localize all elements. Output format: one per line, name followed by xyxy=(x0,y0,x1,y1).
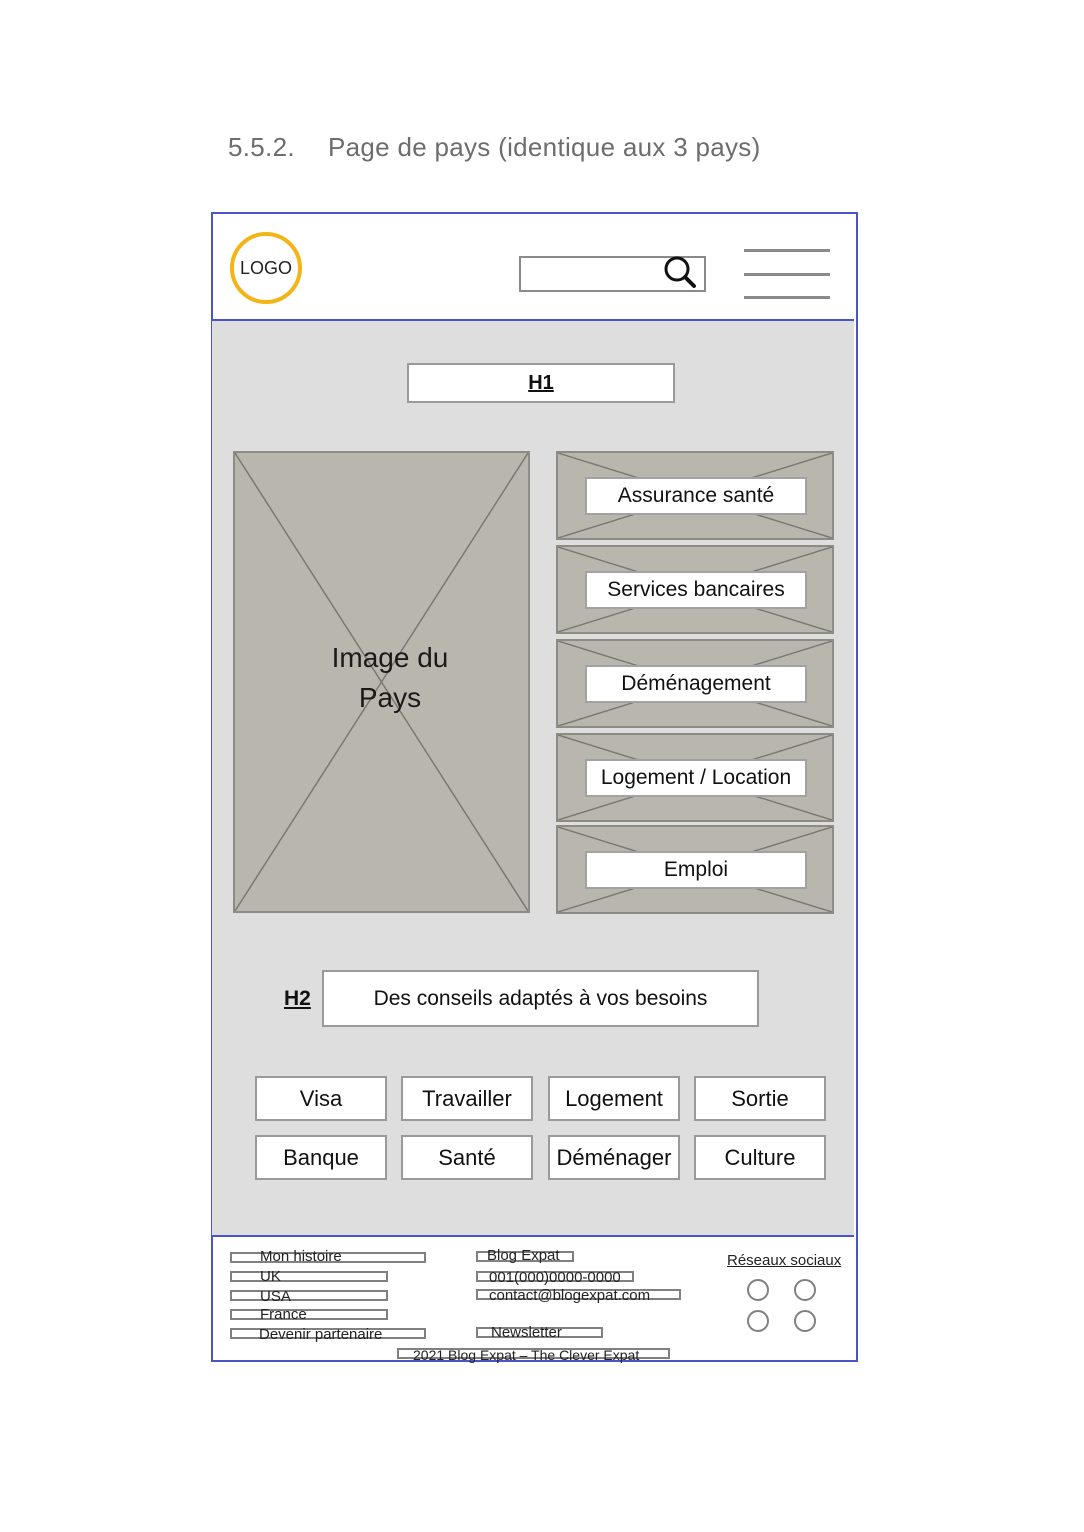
footer-email[interactable]: contact@blogexpat.com xyxy=(489,1287,651,1304)
logo[interactable] xyxy=(230,232,302,304)
search-icon[interactable] xyxy=(660,253,700,293)
footer-link-box xyxy=(230,1271,388,1282)
footer-phone: 001(000)0000-0000 xyxy=(489,1269,621,1286)
tag-button-culture[interactable]: Culture xyxy=(694,1135,826,1180)
tag-button-logement[interactable]: Logement xyxy=(548,1076,680,1121)
footer-link-mon-histoire[interactable]: Mon histoire xyxy=(260,1248,342,1265)
section-heading xyxy=(228,132,761,163)
tag-button-sante[interactable]: Santé xyxy=(401,1135,533,1180)
footer-copyright: 2021 Blog Expat – The Clever Expat xyxy=(413,1347,640,1363)
logo-label: LOGO xyxy=(239,257,292,278)
section-number: 5.5.2. xyxy=(228,132,295,162)
footer-link-france[interactable]: France xyxy=(260,1306,307,1323)
social-icon[interactable] xyxy=(747,1310,769,1332)
category-button-logement-location[interactable]: Logement / Location xyxy=(585,759,807,797)
footer-link-uk[interactable]: UK xyxy=(260,1268,281,1285)
category-button-services-bancaires[interactable]: Services bancaires xyxy=(585,571,807,609)
h2-label: H2 xyxy=(284,987,311,1010)
category-button-demenagement[interactable]: Déménagement xyxy=(585,665,807,703)
footer-blog-label[interactable]: Blog Expat xyxy=(487,1247,560,1264)
country-image-label: Image du Pays xyxy=(331,642,449,713)
tag-button-visa[interactable]: Visa xyxy=(255,1076,387,1121)
footer-link-box xyxy=(230,1290,388,1301)
category-tile[interactable] xyxy=(556,733,834,822)
category-button-emploi[interactable]: Emploi xyxy=(585,851,807,889)
social-icon[interactable] xyxy=(794,1310,816,1332)
category-tile[interactable] xyxy=(556,639,834,728)
social-icon[interactable] xyxy=(747,1279,769,1301)
category-tile[interactable] xyxy=(556,825,834,914)
section-title: Page de pays (identique aux 3 pays) xyxy=(328,132,761,162)
footer-link-box xyxy=(230,1309,388,1320)
tag-button-sortie[interactable]: Sortie xyxy=(694,1076,826,1121)
category-tile[interactable] xyxy=(556,451,834,540)
h1-placeholder: H1 xyxy=(407,363,675,403)
footer-link-usa[interactable]: USA xyxy=(260,1288,291,1305)
tag-button-demenager[interactable]: Déménager xyxy=(548,1135,680,1180)
category-button-assurance-sante[interactable]: Assurance santé xyxy=(585,477,807,515)
menu-icon[interactable] xyxy=(744,249,830,301)
category-tile[interactable] xyxy=(556,545,834,634)
social-icon[interactable] xyxy=(794,1279,816,1301)
footer-link-devenir-partenaire[interactable]: Devenir partenaire xyxy=(259,1326,383,1343)
h2-heading: Des conseils adaptés à vos besoins xyxy=(322,970,759,1027)
tag-button-banque[interactable]: Banque xyxy=(255,1135,387,1180)
footer-newsletter[interactable]: Newsletter xyxy=(491,1324,562,1341)
tag-button-travailler[interactable]: Travailler xyxy=(401,1076,533,1121)
footer-social-label: Réseaux sociaux xyxy=(727,1252,842,1269)
